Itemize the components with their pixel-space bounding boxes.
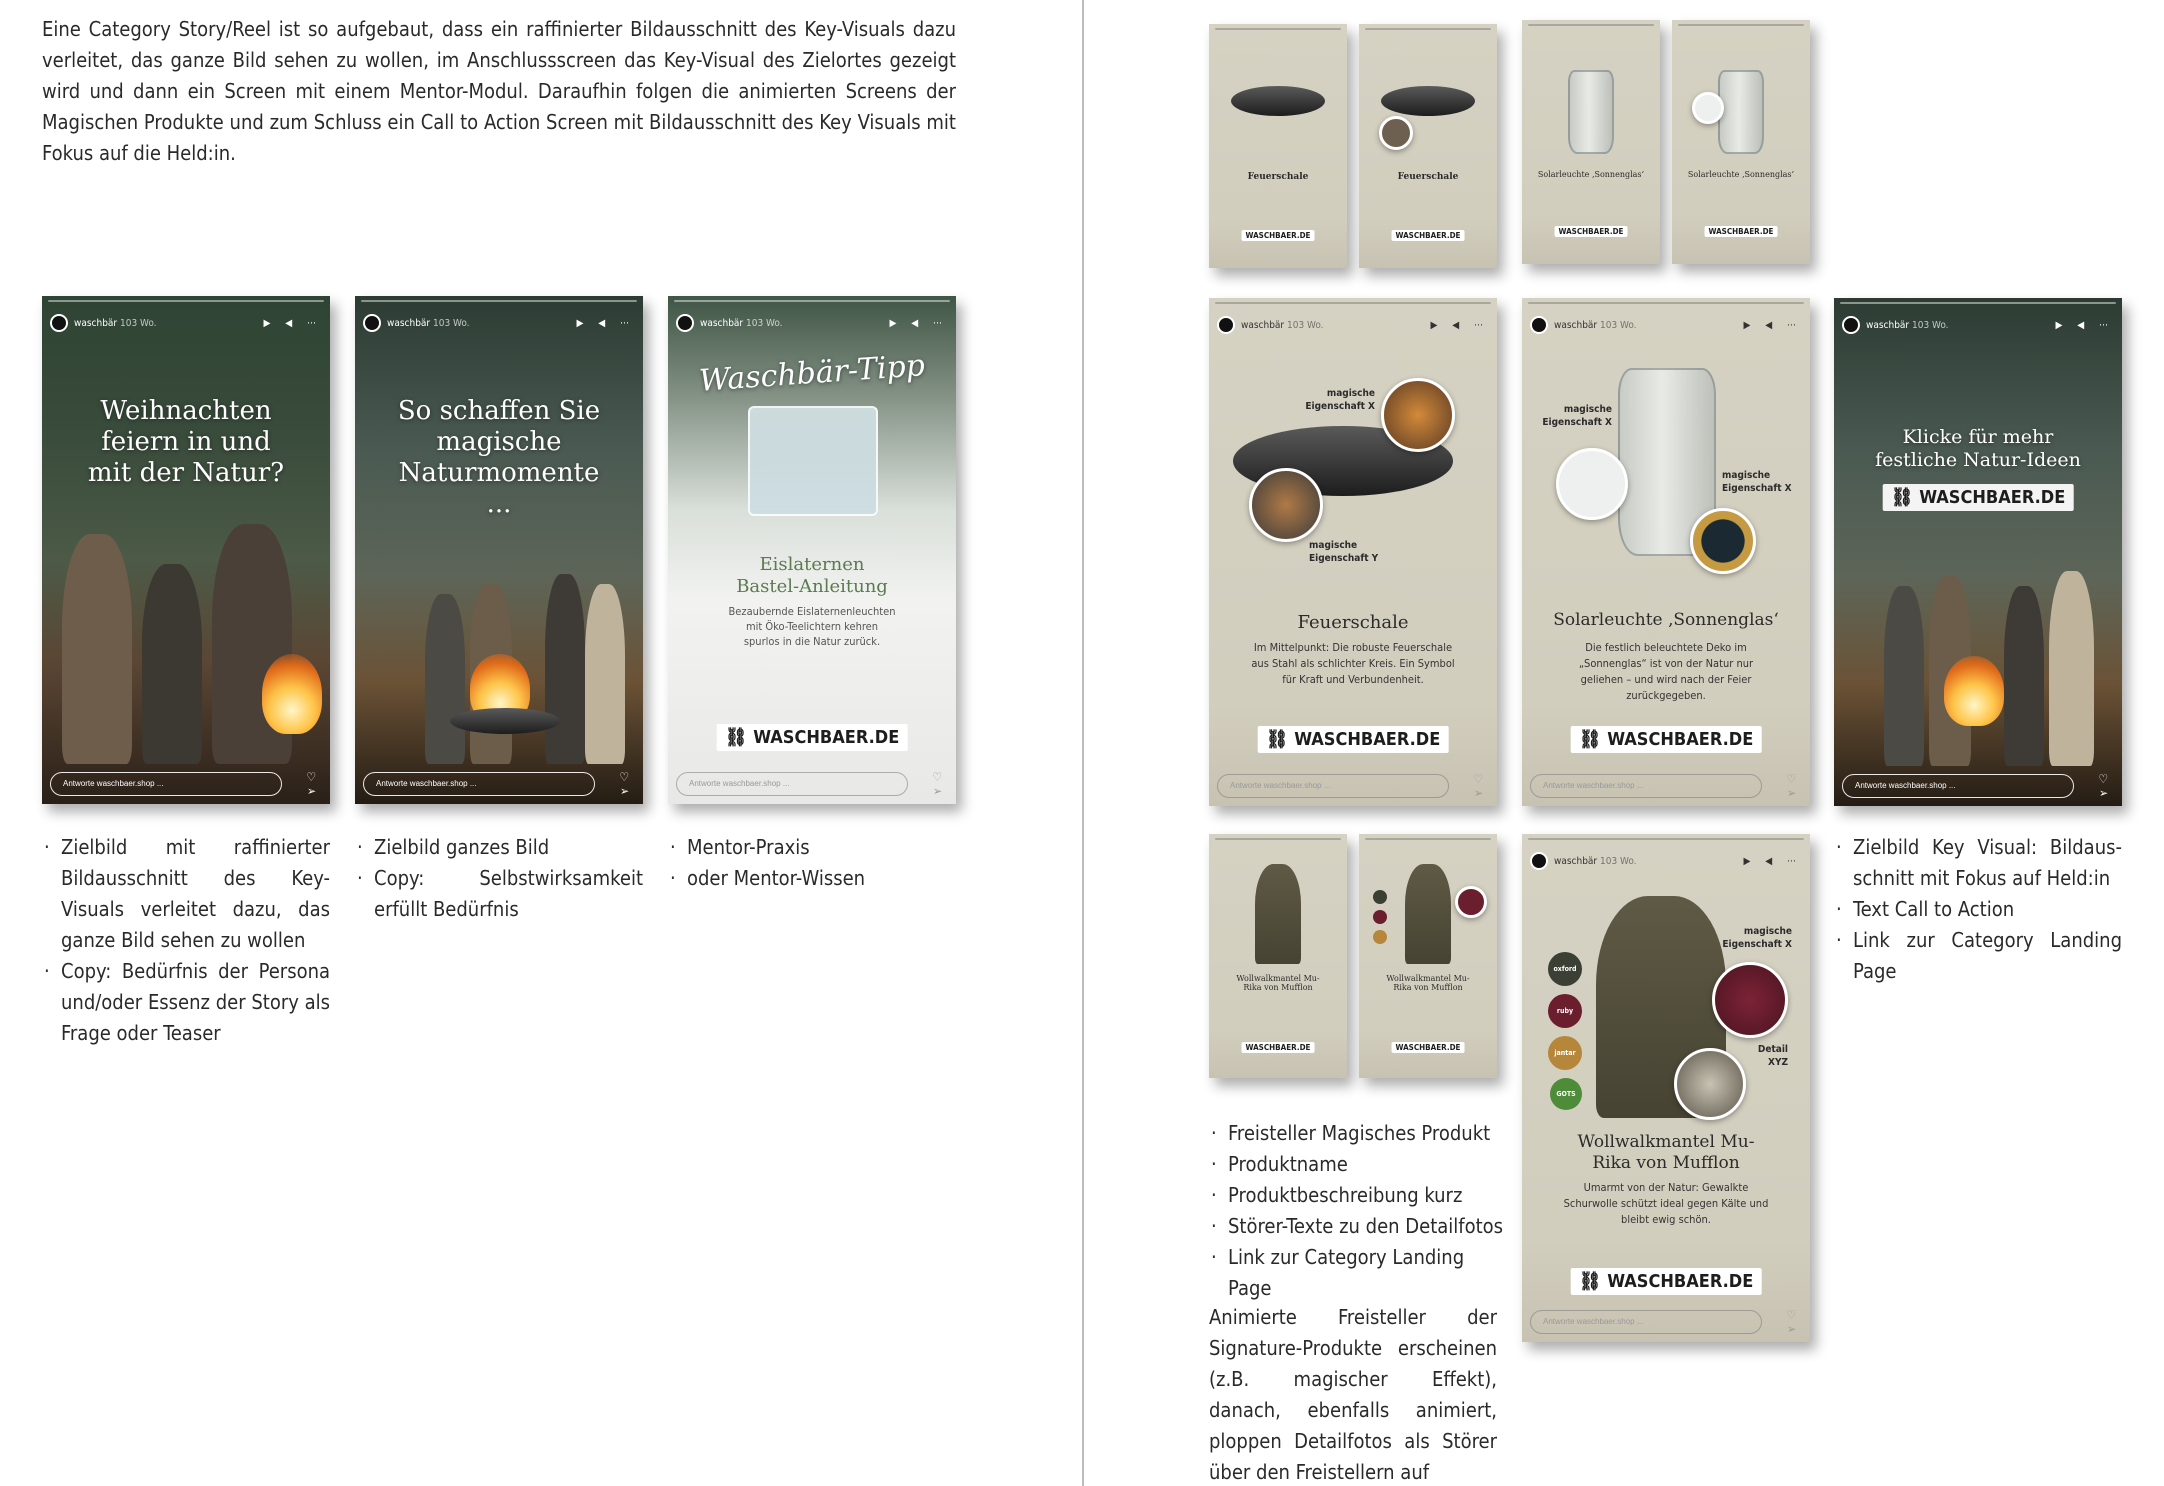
story-controls-icon: ▶ ◀ ⋯ — [1743, 319, 1802, 331]
thumb-solar-b — [1672, 20, 1810, 264]
bullet-item: · Produktname — [1209, 1149, 1509, 1180]
story-controls-icon: ▶ ◀ ⋯ — [263, 317, 322, 329]
story-controls-icon: ▶ ◀ ⋯ — [1430, 319, 1489, 331]
link-button[interactable]: ⛓ WASCHBAER.DE — [1883, 484, 2074, 511]
swatch-oxford[interactable]: oxford — [1548, 952, 1582, 986]
gots-badge: GOTS — [1550, 1078, 1582, 1110]
link-label: WASCHBAER.DE — [1607, 1271, 1754, 1292]
thumb-link: WASCHBAER.DE — [1705, 226, 1778, 237]
bullets-cta — [1834, 832, 2122, 987]
account-name: waschbär — [1241, 319, 1285, 331]
thumb-solar-a — [1522, 20, 1660, 264]
heart-icon[interactable]: ♡ ➢ — [619, 770, 635, 798]
detail-bubble-x — [1381, 378, 1455, 452]
reply-input[interactable]: Antworte waschbaer.shop ... — [1530, 774, 1762, 798]
story-header — [363, 314, 635, 332]
story-age: 103 Wo. — [120, 317, 157, 329]
story-header — [1217, 316, 1489, 334]
swatch-jantar[interactable]: jantar — [1548, 1036, 1582, 1070]
detail-bubble-wool — [1712, 962, 1788, 1038]
thumb-feuerschale-b — [1359, 24, 1497, 268]
swatch-ruby[interactable]: ruby — [1548, 994, 1582, 1028]
link-button[interactable]: ⛓ WASCHBAER.DE — [717, 724, 908, 751]
heart-icon[interactable]: ♡ ➢ — [932, 770, 948, 798]
story-frame-wollwalkmantel — [1522, 834, 1810, 1342]
bullet-item: · oder Mentor-Wissen — [668, 863, 956, 894]
detail-label: Detail XYZ — [1757, 1044, 1788, 1068]
story-progress-bar — [1528, 838, 1804, 840]
story-footer — [676, 772, 948, 796]
property-label-y: magische Eigenschaft Y — [1309, 540, 1379, 564]
thumb-feuerschale-a — [1209, 24, 1347, 268]
mentor-title: Eislaternen Bastel-Anleitung — [736, 554, 888, 597]
story-frame-cta — [1834, 298, 2122, 806]
property-label-x2: magische Eigenschaft X — [1722, 470, 1792, 494]
story-controls-icon: ▶ ◀ ⋯ — [1743, 855, 1802, 867]
property-label-x: magische Eigenschaft X — [1722, 926, 1792, 950]
product-description: Die festlich beleuchtete Deko im „Sonnenglas“ ist von der Natur nur geliehen – und wird nach der Feier zurückgegeben. — [1578, 641, 1754, 702]
reply-input[interactable]: Antworte waschbaer.shop ... — [1842, 774, 2074, 798]
ice-lantern-photo — [748, 406, 878, 516]
people-photo — [1834, 522, 2122, 766]
account-name: waschbär — [700, 317, 744, 329]
avatar — [50, 314, 68, 332]
story-headline: Weihnachten feiern in und mit der Natur? — [87, 396, 285, 488]
bullet-item: · Freisteller Magisches Produkt — [1209, 1118, 1509, 1149]
link-label: WASCHBAER.DE — [1294, 729, 1441, 750]
detail-bubble-y — [1249, 468, 1323, 542]
intro-paragraph: Eine Category Story/Reel ist so aufgebaut, dass ein raffinierter Bildausschnitt des Key-Visuals dazu verleitet, das ganze Bild sehen zu wollen, im Anschlussscreen das Key-Visual des Zielortes gezeigt wird und dann ein Screen mit einem Mentor-Modul. Daraufhin folgen die animierten Screens der Magischen Produkte und zum Schluss ein Call to Action Screen mit Bildausschnitt des Key Visuals mit Fokus auf die Held:in. — [42, 17, 956, 165]
heart-icon[interactable]: ♡ ➢ — [306, 770, 322, 798]
story-progress-bar — [361, 300, 637, 302]
account-name: waschbär — [74, 317, 118, 329]
page-divider — [1082, 0, 1084, 1486]
story-footer — [1530, 1310, 1802, 1334]
bullet-item: · Link zur Category Landing Page — [1209, 1242, 1509, 1304]
heart-icon[interactable]: ♡ ➢ — [2098, 772, 2114, 800]
reply-input[interactable]: Antworte waschbaer.shop ... — [50, 772, 282, 796]
story-header — [1530, 316, 1802, 334]
thumb-title: Solarleuchte ‚Sonnenglas‘ — [1687, 170, 1795, 179]
account-name: waschbär — [1554, 319, 1598, 331]
story-frame-teaser — [42, 296, 330, 804]
bullets-teaser — [42, 832, 330, 1049]
thumb-link: WASCHBAER.DE — [1555, 226, 1628, 237]
detail-bubble-person — [1674, 1048, 1746, 1120]
story-header — [1842, 316, 2114, 334]
link-button[interactable]: ⛓ WASCHBAER.DE — [1258, 726, 1449, 753]
story-progress-bar — [1528, 302, 1804, 304]
bullet-item: · Zielbild mit raffinierter Bildausschnitt des Key-Visuals verleitet dazu, das ganze Bild sehen zu wollen — [42, 832, 330, 956]
story-progress-bar — [674, 300, 950, 302]
bullet-item: · Produktbeschreibung kurz — [1209, 1180, 1509, 1211]
link-label: WASCHBAER.DE — [753, 727, 900, 748]
thumb-coat-a — [1209, 834, 1347, 1078]
bullets-products — [1209, 1118, 1509, 1304]
story-age: 103 Wo. — [1912, 319, 1949, 331]
story-age: 103 Wo. — [1600, 319, 1637, 331]
bullet-item: · Link zur Category Landing Page — [1834, 925, 2122, 987]
bullet-item: · Text Call to Action — [1834, 894, 2122, 925]
avatar — [1217, 316, 1235, 334]
bullets-key-visual — [355, 832, 643, 925]
avatar — [1530, 852, 1548, 870]
product-description: Im Mittelpunkt: Die robuste Feuerschale aus Stahl als schlichter Kreis. Ein Symbol für Kraft und Verbundenheit. — [1251, 641, 1455, 686]
link-label: WASCHBAER.DE — [1919, 487, 2066, 508]
product-title: Wollwalkmantel Mu-Rika von Mufflon — [1577, 1132, 1755, 1173]
heart-icon[interactable]: ♡ ➢ — [1786, 1308, 1802, 1336]
story-controls-icon: ▶ ◀ ⋯ — [2055, 319, 2114, 331]
avatar — [363, 314, 381, 332]
story-progress-bar — [1840, 302, 2116, 304]
thumb-title: Solarleuchte ‚Sonnenglas‘ — [1537, 170, 1645, 179]
story-age: 103 Wo. — [1287, 319, 1324, 331]
story-age: 103 Wo. — [746, 317, 783, 329]
story-frame-feuerschale — [1209, 298, 1497, 806]
product-description: Umarmt von der Natur: Gewalkte Schurwolle schützt ideal gegen Kälte und bleibt ewig schön. — [1563, 1181, 1769, 1226]
mentor-script-title: Waschbär-Tipp — [697, 348, 927, 399]
people-photo — [355, 520, 643, 764]
people-photo — [42, 520, 330, 764]
detail-bubble-lid — [1556, 448, 1628, 520]
link-button[interactable]: ⛓ WASCHBAER.DE — [1571, 1268, 1762, 1295]
story-footer — [50, 772, 322, 796]
story-progress-bar — [1215, 302, 1491, 304]
story-frame-solarleuchte — [1522, 298, 1810, 806]
mentor-description: Bezaubernde Eislaternenleuchten mit Öko-Teelichtern kehren spurlos in die Natur zurück. — [728, 605, 896, 648]
avatar — [1530, 316, 1548, 334]
story-controls-icon: ▶ ◀ ⋯ — [576, 317, 635, 329]
bullet-item: · Copy: Selbstwirksamkeit erfüllt Bedürfnis — [355, 863, 643, 925]
story-frame-key-visual — [355, 296, 643, 804]
reply-input[interactable]: Antworte waschbaer.shop ... — [1217, 774, 1449, 798]
product-title: Feuerschale — [1297, 612, 1409, 633]
account-name: waschbär — [1866, 319, 1910, 331]
thumb-link: WASCHBAER.DE — [1392, 230, 1465, 241]
reply-input[interactable]: Antworte waschbaer.shop ... — [1530, 1310, 1762, 1334]
reply-input[interactable]: Antworte waschbaer.shop ... — [676, 772, 908, 796]
avatar — [676, 314, 694, 332]
story-headline: So schaffen Sie magische Naturmomente ... — [397, 396, 601, 519]
property-label-x: magische Eigenschaft X — [1305, 388, 1375, 412]
thumb-title: Wollwalkmantel Mu-Rika von Mufflon — [1386, 974, 1470, 992]
link-button[interactable]: ⛓ WASCHBAER.DE — [1571, 726, 1762, 753]
story-header — [1530, 852, 1802, 870]
story-header — [50, 314, 322, 332]
heart-icon[interactable]: ♡ ➢ — [1473, 772, 1489, 800]
account-name: waschbär — [387, 317, 431, 329]
thumb-title: Feuerschale — [1397, 172, 1459, 182]
story-age: 103 Wo. — [1600, 855, 1637, 867]
animated-note: Animierte Freisteller der Signature-Produkte erscheinen (z.B. magischer Effekt), danach, ebenfalls animiert, ploppen Detailfotos als Störer über den Freistellern auf — [1209, 1305, 1497, 1484]
story-progress-bar — [48, 300, 324, 302]
story-footer — [363, 772, 635, 796]
thumb-link: WASCHBAER.DE — [1242, 230, 1315, 241]
product-title: Solarleuchte ‚Sonnenglas‘ — [1553, 610, 1779, 630]
story-footer — [1842, 774, 2114, 798]
bullet-item: · Copy: Bedürfnis der Persona und/oder Essenz der Story als Frage oder Teaser — [42, 956, 330, 1049]
reply-input[interactable]: Antworte waschbaer.shop ... — [363, 772, 595, 796]
story-age: 103 Wo. — [433, 317, 470, 329]
bullet-item: · Störer-Texte zu den Detailfotos — [1209, 1211, 1509, 1242]
link-label: WASCHBAER.DE — [1607, 729, 1754, 750]
property-label-x: magische Eigenschaft X — [1542, 404, 1612, 428]
detail-bubble-solar — [1690, 508, 1756, 574]
heart-icon[interactable]: ♡ ➢ — [1786, 772, 1802, 800]
thumb-title: Feuerschale — [1247, 172, 1309, 182]
thumb-link: WASCHBAER.DE — [1392, 1042, 1465, 1053]
thumb-title: Wollwalkmantel Mu-Rika von Mufflon — [1236, 974, 1320, 992]
thumb-link: WASCHBAER.DE — [1242, 1042, 1315, 1053]
story-frame-mentor — [668, 296, 956, 804]
bullet-item: · Mentor-Praxis — [668, 832, 956, 863]
avatar — [1842, 316, 1860, 334]
bullets-mentor — [668, 832, 956, 894]
story-footer — [1217, 774, 1489, 798]
story-footer — [1530, 774, 1802, 798]
bullet-item: · Zielbild Key Visual: Bildausschnitt mit Fokus auf Held:in — [1834, 832, 2122, 894]
cta-headline: Klicke für mehr festliche Natur-Ideen — [1875, 426, 2081, 471]
thumb-coat-b — [1359, 834, 1497, 1078]
story-controls-icon: ▶ ◀ ⋯ — [889, 317, 948, 329]
story-header — [676, 314, 948, 332]
account-name: waschbär — [1554, 855, 1598, 867]
bullet-item: · Zielbild ganzes Bild — [355, 832, 643, 863]
